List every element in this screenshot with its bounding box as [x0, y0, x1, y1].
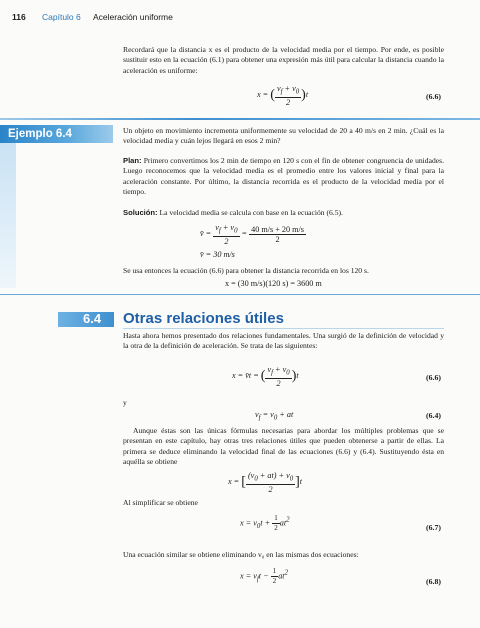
average-velocity-equation: v̄ = $\frac{v_f + v_0}{2}$ = $\frac{40 m/s + 20 m/s}{2}$ [200, 223, 304, 246]
chapter-title: Aceleración uniforme [93, 12, 173, 22]
section-rule [0, 294, 480, 295]
similar-text: Una ecuación similar se obtiene eliminando v₀ en las mismas dos ecuaciones: [123, 550, 359, 559]
example-rule [0, 118, 480, 120]
section-paragraph: Hasta ahora hemos presentado dos relaciones fundamentales. Una surgió de la definición de velocidad y la otra de la definición de aceleración. Se trata de las siguientes: [123, 331, 444, 351]
equation-number: (6.4) [426, 411, 441, 420]
distance-result: x = (30 m/s)(120 s) = 3600 m [225, 279, 322, 288]
example-label: Ejemplo 6.4 [0, 125, 113, 143]
equation-6-7: $x = v_0t$ + $\frac{1}{2}$ $at^2$ [240, 514, 290, 532]
equation-6-6-intro: x = ( $\frac{v_f + v_0}{2}$ )t [257, 84, 309, 107]
example-side-bar [0, 143, 16, 288]
page-number: 116 [12, 12, 26, 22]
conjunction-y: y [123, 398, 127, 407]
section-paragraph-2: Aunque éstas son las únicas fórmulas necesarias para abordar los múltiples problemas que se presentan en este capítulo, hay otras tres relaciones útiles que pueden obtenerse a partir de ellas. La primera se deduce eliminando la velocidad final de las ecuaciones (6.6) y (6.4). Sustituyendo ésta en aquélla se obtiene [123, 426, 444, 467]
substitution-equation: x = [ $\frac{(v_0 + at) + v_0}{2}$ ]t [228, 471, 303, 494]
plan-text: Primero convertimos los 2 min de tiempo en 120 s con el fin de obtener congruencia de unidades. Luego reconocemos que la velocidad media es el promedio entre los valores inicial y final para la aceleración constante. Por último, la distancia recorrida es el producto de la velocidad media por el tiempo. [123, 156, 444, 197]
average-velocity-result: v̄ = 30 m/s [200, 250, 235, 259]
equation-number: (6.6) [426, 92, 441, 101]
example-plan [123, 156, 444, 198]
example-question: Un objeto en movimiento incrementa uniformemente su velocidad de 20 a 40 m/s en 2 min. ¿Cuál es la velocidad media y cuán lejos llegará en esos 2 min? [123, 126, 444, 146]
equation-6-8: $x = v_ft$ − $\frac{1}{2}$ $at^2$ [240, 567, 288, 585]
equation-number: (6.6) [426, 373, 441, 382]
chapter-label: Capítulo 6 [42, 12, 81, 22]
calc-numerator: 40 m/s + 20 m/s [251, 224, 304, 234]
calc-denominator: 2 [275, 234, 280, 244]
equation-number: (6.8) [426, 577, 441, 586]
intro-paragraph: Recordará que la distancia x es el producto de la velocidad media por el tiempo. Por ende, es posible sustituir esto en la ecuación (6.1) para obtener una expresión más útil para calcular la distancia cuando la aceleración es uniforme: [123, 45, 444, 75]
example-solution [123, 208, 444, 218]
plan-label: Plan: [123, 156, 142, 165]
simplify-text: Al simplificar se obtiene [123, 498, 198, 507]
section-title: Otras relaciones útiles [123, 310, 284, 327]
equation-6-6: x = v̄t = ( $\frac{v_f + v_0}{2}$ )t [232, 365, 299, 388]
equation-number: (6.7) [426, 523, 441, 532]
section-title-underline [123, 328, 444, 329]
example-follow: Se usa entonces la ecuación (6.6) para obtener la distancia recorrida en los 120 s. [123, 266, 369, 275]
section-number: 6.4 [83, 311, 102, 326]
solution-label: Solución: [123, 208, 158, 217]
equation-6-4: $v_f = v_0$ + at [255, 410, 294, 422]
solution-text: La velocidad media se calcula con base en la ecuación (6.5). [159, 208, 343, 217]
